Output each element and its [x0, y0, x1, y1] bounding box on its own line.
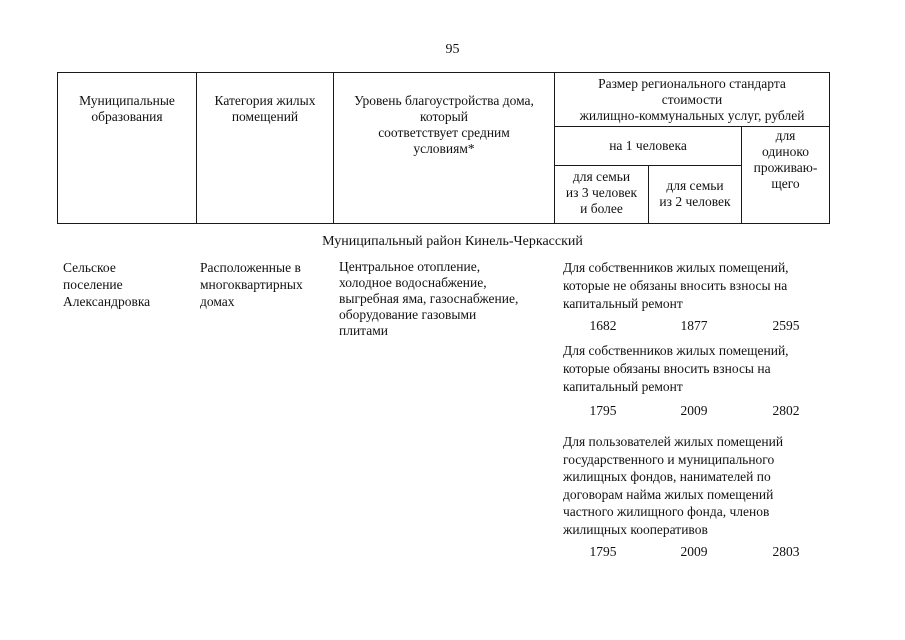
row-category: Расположенные в многоквартирных домах	[200, 260, 303, 309]
header-right-border	[829, 72, 830, 224]
group-3-value-family2: 2009	[680, 544, 708, 559]
group-1-value-single: 2595	[772, 318, 800, 333]
group-3-label: Для пользователей жилых помещений государственного и муниципального жилищных фондов, нанимателей по договорам найма жилых помещений частного жилищного фонда, членов жилищных кооперативов	[563, 434, 784, 537]
header-municipality: Муниципальные образования	[79, 93, 175, 124]
group-2-value-family3: 1795	[589, 403, 617, 418]
row-municipality: Сельское поселение Александровка	[63, 260, 151, 309]
header-per-person: на 1 человека	[609, 138, 687, 153]
header-standard: Размер регионального стандарта стоимости жилищно-коммунальных услуг, рублей	[579, 76, 805, 123]
group-2-value-family2: 2009	[680, 403, 708, 418]
header-table	[57, 72, 830, 224]
header-family2: для семьи из 2 человек	[659, 178, 731, 209]
group-2-label: Для собственников жилых помещений, которые обязаны вносить взносы на капитальный ремонт	[563, 343, 789, 394]
group-3-value-single: 2803	[772, 544, 800, 559]
group-1-label: Для собственников жилых помещений, которые не обязаны вносить взносы на капитальный ремонт	[563, 260, 789, 311]
row-level: Центральное отопление, холодное водоснабжение, выгребная яма, газоснабжение, оборудование газовыми плитами	[339, 259, 519, 338]
header-category: Категория жилых помещений	[214, 93, 316, 124]
header-standard-divider	[554, 126, 830, 127]
group-1-value-family2: 1877	[680, 318, 708, 333]
header-family3: для семьи из 3 человек и более	[565, 169, 638, 216]
header-bottom-border	[57, 223, 830, 224]
header-top-border	[57, 72, 830, 73]
header-level: Уровень благоустройства дома, который соответствует средним условиям*	[354, 93, 534, 156]
group-1-value-family3: 1682	[589, 318, 617, 333]
section-title: Муниципальный район Кинель-Черкасский	[322, 234, 583, 249]
group-2-value-single: 2802	[772, 403, 800, 418]
group-3-value-family3: 1795	[589, 544, 617, 559]
header-single: для одиноко проживаю- щего	[753, 128, 818, 191]
page-number: 95	[445, 42, 460, 57]
